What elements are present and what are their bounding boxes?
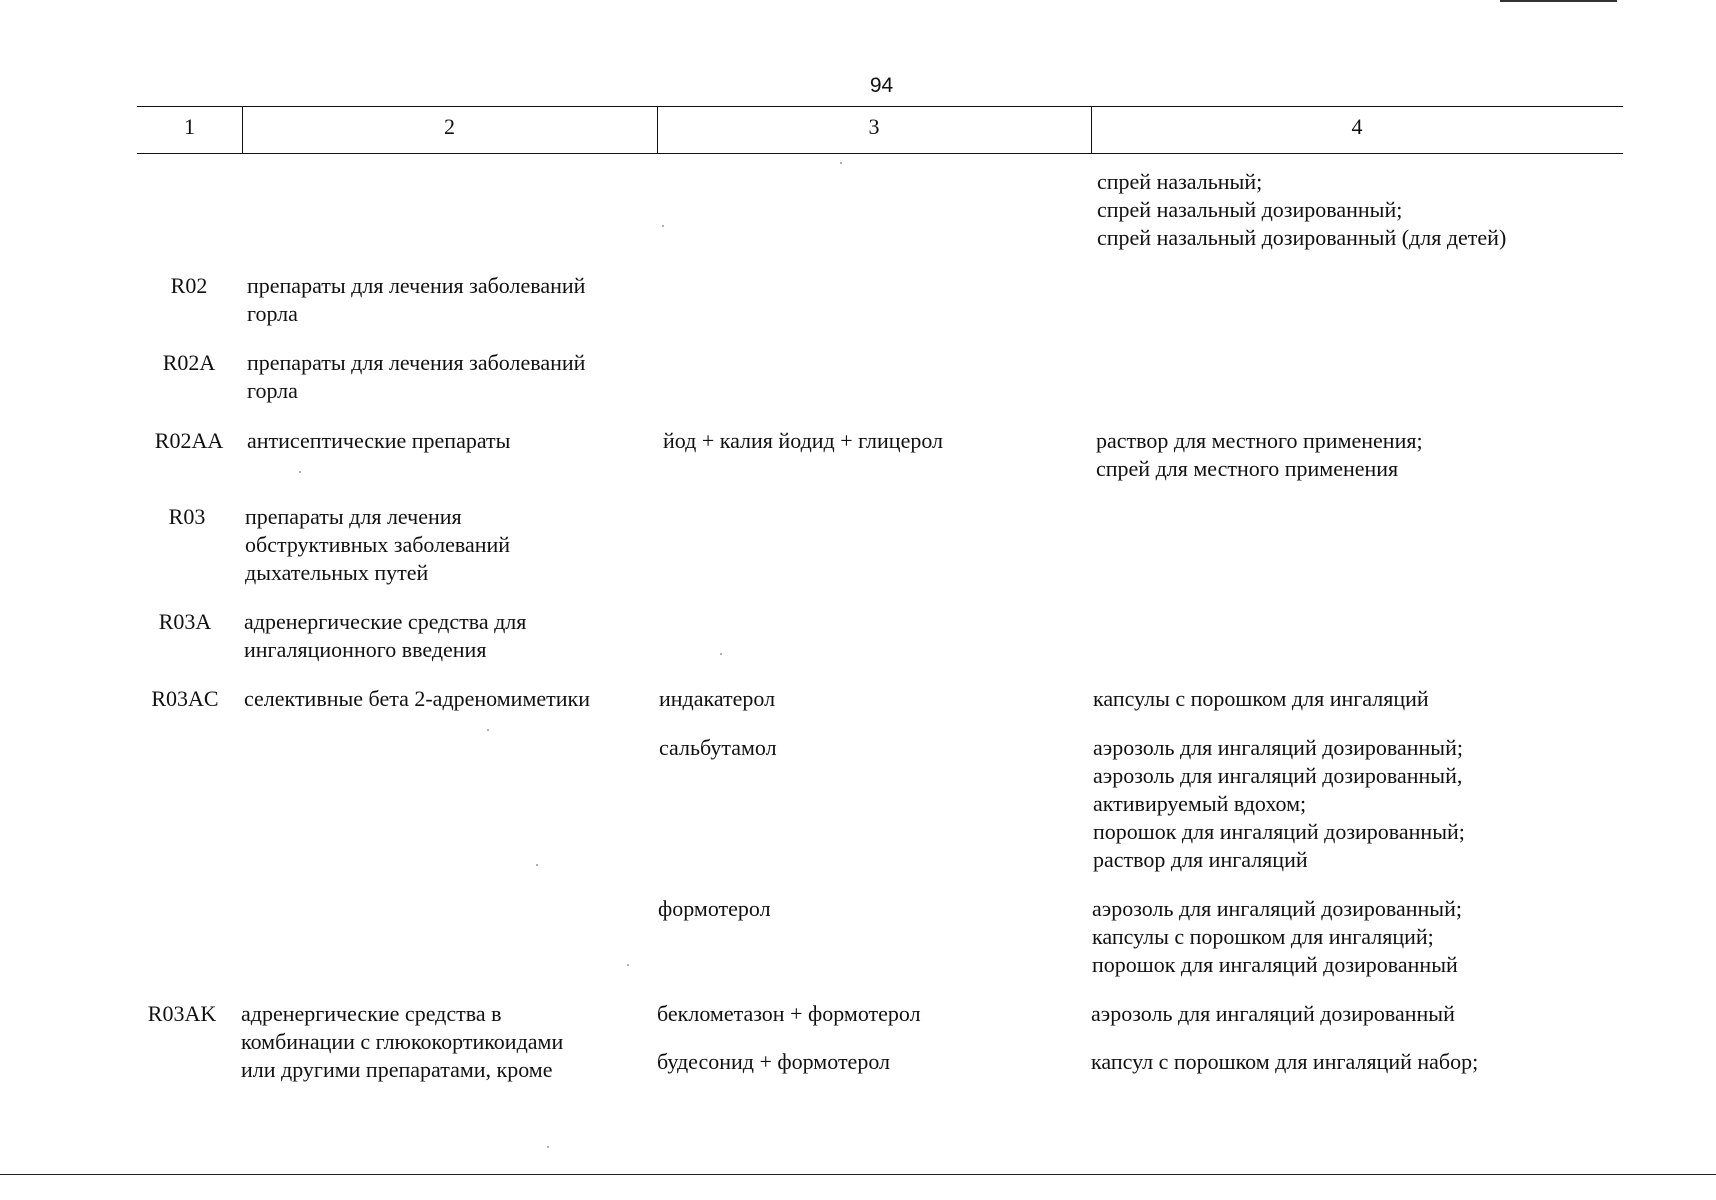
dosage-form-cell: спрей назальный; спрей назальный дозированный; спрей назальный дозированный (для детей) (1097, 169, 1507, 250)
scan-speck (840, 162, 842, 164)
atc-code-cell: R02A (162, 350, 216, 375)
scan-speck (487, 729, 489, 731)
drug-name-cell: йод + калия йодид + глицерол (663, 428, 944, 453)
atc-code-cell: R03A (158, 609, 212, 634)
scan-speck (627, 964, 629, 966)
dosage-form-cell: аэрозоль для ингаляций дозированный (1091, 1001, 1455, 1026)
drug-name-cell: индакатерол (659, 686, 776, 711)
dosage-form-cell: капсулы с порошком для ингаляций (1093, 686, 1429, 711)
scan-speck (536, 864, 538, 866)
dosage-form-cell: раствор для местного применения; спрей для местного применения (1096, 428, 1423, 481)
group-cell: препараты для лечения обструктивных заболеваний дыхательных путей (245, 504, 511, 585)
group-cell: препараты для лечения заболеваний горла (247, 273, 586, 326)
atc-code-cell: R02 (170, 273, 208, 298)
scan-edge-line-top (1500, 0, 1617, 2)
column-number-1: 1 (184, 114, 195, 139)
group-cell: антисептические препараты (247, 428, 511, 453)
column-number-3: 3 (868, 114, 880, 139)
drug-name-cell: беклометазон + формотерол (657, 1001, 921, 1026)
drug-name-cell: формотерол (658, 896, 771, 921)
atc-code-cell: R03 (168, 504, 206, 529)
group-cell: селективные бета 2-адреномиметики (244, 686, 590, 711)
column-number-4: 4 (1351, 114, 1363, 139)
scan-speck (720, 653, 722, 655)
header-top-rule (137, 106, 1623, 107)
dosage-form-cell: аэрозоль для ингаляций дозированный; капсулы с порошком для ингаляций; порошок для ингаляций дозированный (1092, 896, 1462, 977)
scan-speck (547, 1146, 549, 1148)
scan-speck (299, 471, 301, 473)
page-number: 94 (869, 74, 894, 97)
group-cell: препараты для лечения заболеваний горла (247, 350, 586, 403)
scan-edge-line-bottom (0, 1174, 1716, 1175)
group-cell: адренергические средства для ингаляционного введения (244, 609, 527, 662)
atc-code-cell: R02AA (154, 428, 224, 453)
dosage-form-cell: капсул с порошком для ингаляций набор; (1091, 1049, 1479, 1074)
column-number-2: 2 (444, 114, 455, 139)
header-bottom-rule (137, 153, 1623, 154)
drug-name-cell: сальбутамол (659, 735, 777, 760)
drug-name-cell: будесонид + формотерол (657, 1049, 891, 1074)
atc-code-cell: R03AK (147, 1001, 217, 1026)
atc-code-cell: R03AC (151, 686, 219, 711)
scan-speck (662, 225, 664, 227)
dosage-form-cell: аэрозоль для ингаляций дозированный; аэрозоль для ингаляций дозированный, активируемый вдохом; порошок для ингаляций дозированный; раствор для ингаляций (1093, 735, 1465, 872)
group-cell: адренергические средства в комбинации с глюкокортикоидами или другими препаратами, кроме (241, 1001, 564, 1082)
